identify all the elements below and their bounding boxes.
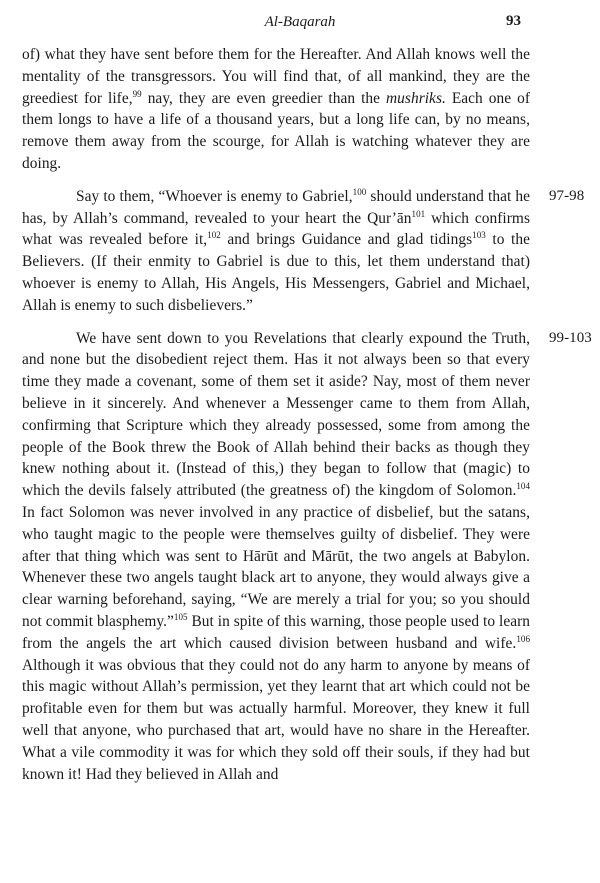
- footnote-marker: 99: [132, 88, 142, 99]
- text-run: Each one of them longs to have a life of a thousand years, but a long life can, by no means, remove them away from the scourge, for Allah is watching whatever they are doing.: [22, 89, 531, 172]
- text-run: In fact Solomon was never involved in any practice of disbelief, but the satans, who taught magic to the people were themselves guilty of disbelief. They were after that thing which was sent to Hārūt and Mārūt, the two angels at Babylon. Whenever these two angels taught black art to anyone, they would always give a clear warning beforehand, saying, “We are merely a trial for you; so you should not commit blasphemy.”: [22, 503, 530, 630]
- page-number: 93: [506, 13, 521, 29]
- text-run: and brings Guidance and glad tidings: [220, 231, 473, 249]
- text-run: We have sent down to you Revelations that clearly expound the Truth, and none but the disobedient reject them. Has it not always been so that every time they made a covenant, some of them set it aside? Nay, most of them never believe in it sincerely. And whenever a Messenger came to them from Allah, confirming that Scripture which they already possessed, some from among the people of the Book threw the Book of Allah behind their backs as though they knew nothing about it. (Instead of this,) they began to follow that (magic) to which the devils falsely attributed (the greatness of) the kingdom of Solomon.: [22, 329, 530, 500]
- footnote-marker: 100: [352, 186, 367, 197]
- body-text: [22, 44, 592, 785]
- verse-ref-97-98: 97-98: [549, 187, 585, 204]
- text-run: Although it was obvious that they could not do any harm to anyone by means of this magic without Allah’s permission, yet they learnt that art which could not be profitable even for them but was actually harmful. Moreover, they knew it full well that anyone, who purchased that art, would have no share in the Hereafter. What a vile commodity it was for which they sold off their souls, if they had but known it! Had they believed in Allah and: [22, 656, 530, 783]
- paragraph-1: [22, 44, 530, 175]
- text-run: should understand that he has, by Allah’s command, revealed to your heart the Qur’ān: [22, 187, 531, 227]
- footnote-marker: 102: [207, 230, 221, 241]
- text-run: nay, they are even greedier than the: [141, 89, 386, 107]
- text-run: which confirms what was revealed before it,: [22, 209, 530, 249]
- paragraph-3: [22, 328, 592, 786]
- footnote-marker: 104: [516, 481, 530, 492]
- footnote-marker: 103: [472, 230, 486, 241]
- verse-ref-99-103: 99-103: [549, 329, 592, 346]
- text-run: to the Believers. (If their enmity to Gabriel is due to this, let them understand that) whoever is enemy to Allah, His Angels, His Messengers, Gabriel and Michael, Allah is enemy to such disbelievers.”: [22, 231, 530, 314]
- italic-term: mushriks.: [386, 89, 446, 107]
- text-run: of) what they have sent before them for the Hereafter. And Allah knows well the mentality of the transgressors. You will find that, of all mankind, they are the greediest for life,: [22, 46, 530, 107]
- footnote-marker: 106: [516, 633, 530, 644]
- footnote-marker: 101: [411, 208, 426, 219]
- running-header-title: Al-Baqarah: [264, 14, 336, 30]
- footnote-marker: 105: [173, 611, 188, 622]
- paragraph-2: [22, 186, 585, 317]
- text-run: But in spite of this warning, those people used to learn from the angels the art which caused division between husband and wife.: [22, 612, 530, 652]
- text-run: Say to them, “Whoever is enemy to Gabriel,: [76, 187, 353, 205]
